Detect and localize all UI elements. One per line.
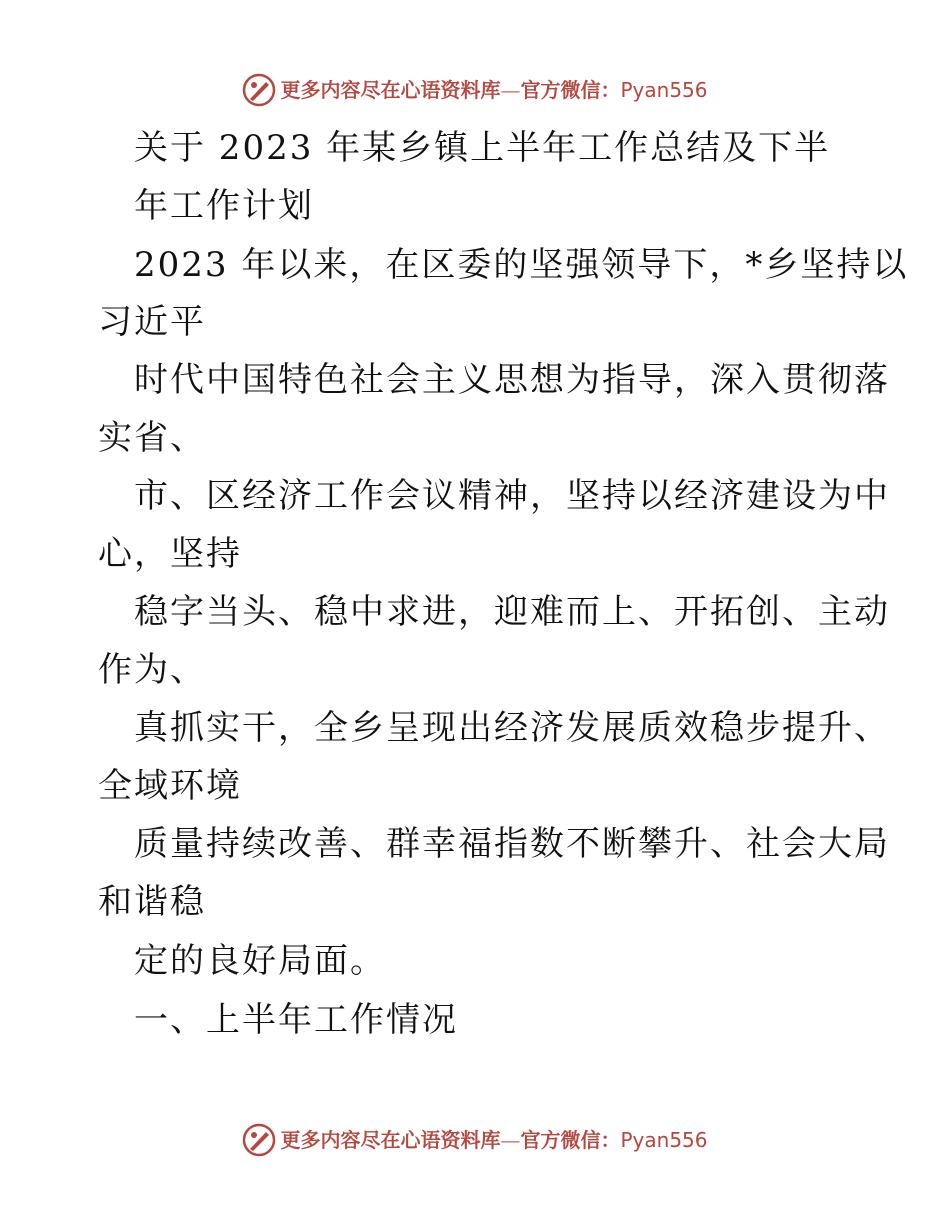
document-title-line-1: 关于 2023 年某乡镇上半年工作总结及下半: [134, 128, 831, 168]
footer-brand-text: 更多内容尽在心语资料库: [280, 1128, 501, 1152]
paragraph-3-line-1: 市、区经济工作会议精神，坚持以经济建设为中: [134, 476, 890, 516]
document-title-line-2: 年工作计划: [134, 186, 314, 226]
paragraph-4-line-1: 稳字当头、稳中求进，迎难而上、开拓创、主动: [134, 592, 890, 632]
footer-wechat-label: 官方微信：: [520, 1128, 621, 1152]
paragraph-5-line-1: 真抓实干，全乡呈现出经济发展质效稳步提升、: [134, 708, 890, 748]
paragraph-2-line-2: 实省、: [98, 418, 206, 458]
paragraph-1-line-2: 习近平: [98, 302, 206, 342]
paragraph-4-line-2: 作为、: [98, 650, 206, 690]
footer-separator: —: [500, 1128, 521, 1152]
footer-wechat-id: Pyan556: [620, 1128, 708, 1152]
paragraph-7-line-1: 定的良好局面。: [134, 941, 386, 981]
quill-pen-logo-icon: [242, 73, 276, 107]
paragraph-2-line-1: 时代中国特色社会主义思想为指导，深入贯彻落: [134, 360, 890, 400]
paragraph-6-line-1: 质量持续改善、群幸福指数不断攀升、社会大局: [134, 824, 890, 864]
paragraph-1-line-1: 2023 年以来，在区委的坚强领导下，*乡坚持以: [134, 245, 909, 285]
footer-watermark-banner: [0, 1120, 950, 1160]
header-separator: —: [500, 78, 521, 102]
header-wechat-id: Pyan556: [620, 78, 708, 102]
paragraph-3-line-2: 心，坚持: [98, 534, 242, 574]
header-wechat-label: 官方微信：: [520, 78, 621, 102]
section-1-heading: 一、上半年工作情况: [134, 1000, 458, 1040]
header-watermark-banner: [0, 70, 950, 110]
paragraph-5-line-2: 全域环境: [98, 766, 242, 806]
paragraph-6-line-2: 和谐稳: [98, 882, 206, 922]
quill-pen-logo-icon: [242, 1123, 276, 1157]
header-brand-text: 更多内容尽在心语资料库: [280, 78, 501, 102]
